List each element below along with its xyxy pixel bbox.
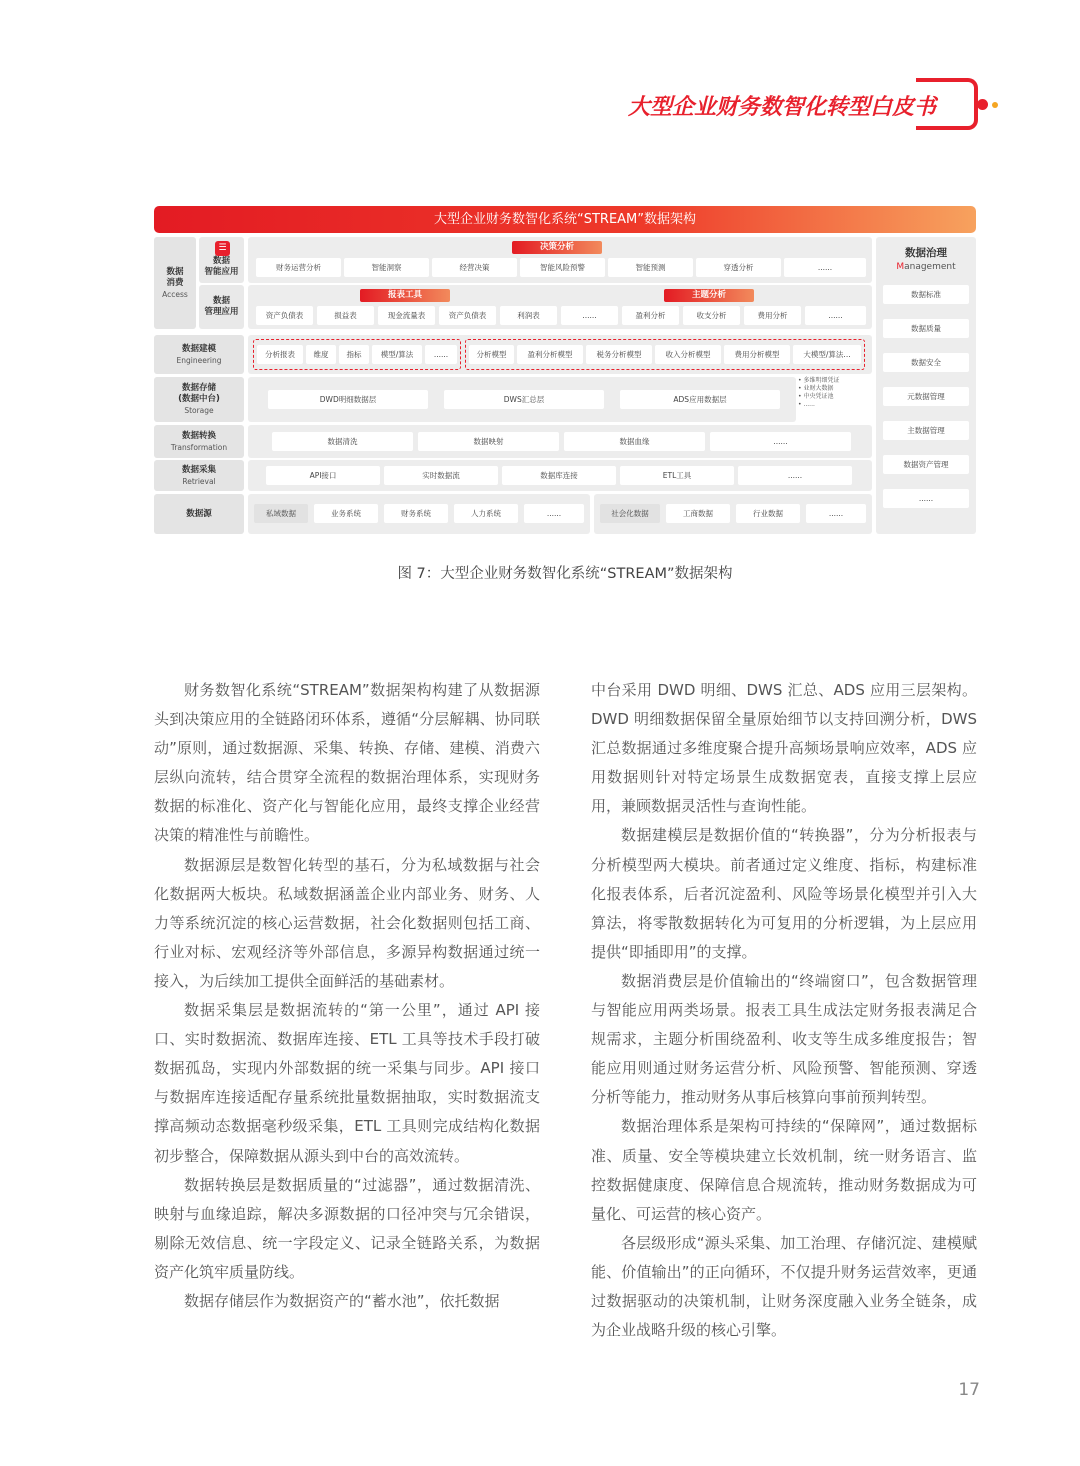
layer-storage-label xyxy=(154,377,244,422)
header-logo xyxy=(620,78,1000,138)
item-box: 损益表 xyxy=(317,306,374,325)
item-box: 财务系统 xyxy=(384,504,448,523)
item-box: ...... xyxy=(805,306,866,325)
item-box: 穿透分析 xyxy=(696,258,781,277)
paragraph: 数据源层是数智化转型的基石，分为私域数据与社会化数据两大板块。私域数据涵盖企业内部业务、财务、人力等系统沉淀的核心运营数据，社会化数据则包括工商、行业对标、宏观经济等外部信息，多源异构数据通过统一接入，为后续加工提供全面鲜活的基础素材。 xyxy=(154,855,540,990)
app-icon: ☰ xyxy=(215,241,230,256)
item-box: 利润表 xyxy=(500,306,557,325)
storage-notes xyxy=(798,377,878,409)
item-box: ...... xyxy=(883,489,969,508)
item-box: ...... xyxy=(784,258,866,277)
storage-en: Storage xyxy=(184,406,214,415)
item-box: ...... xyxy=(806,504,866,523)
source-social-row xyxy=(594,494,872,534)
governance-column xyxy=(876,237,976,534)
item-box: 数据清洗 xyxy=(272,432,413,451)
item-box: 盈利分析 xyxy=(622,306,679,325)
item-box: 数据质量 xyxy=(883,319,969,338)
item-box: 数据库连接 xyxy=(502,466,616,485)
engineering-row xyxy=(248,335,872,374)
item-box: 数据资产管理 xyxy=(883,455,969,474)
item-box: 智能风险预警 xyxy=(520,258,605,277)
tag-topic: 主题分析 xyxy=(664,289,754,302)
layer-source-label xyxy=(154,494,244,534)
smart-app-name: 数据 智能应用 xyxy=(204,256,239,277)
paragraph: 数据治理体系是架构可持续的“保障网”，通过数据标准、质量、安全等模块建立长效机制，统一财务语言、监控数据健康度、保障信息合规流转，推动财务数据成为可量化、可运营的核心资产。 xyxy=(591,1117,977,1223)
page-number: 17 xyxy=(958,1380,980,1400)
item-box: DWD明细数据层 xyxy=(268,390,428,409)
access-en: Access xyxy=(162,289,188,299)
item-box: ...... xyxy=(738,466,852,485)
engineering-en: Engineering xyxy=(176,355,222,365)
item-box: 盈利分析模型 xyxy=(517,345,583,364)
governance-en-first: M xyxy=(896,262,905,272)
figure-caption: 图 7：大型企业财务数智化系统“STREAM”数据架构 xyxy=(397,566,733,582)
paragraph: 数据存储层作为数据资产的“蓄水池”，依托数据 xyxy=(184,1291,500,1310)
item-box: 工商数据 xyxy=(666,504,730,523)
item-box: 资产负债表 xyxy=(256,306,313,325)
retrieval-row xyxy=(248,460,872,491)
transformation-cn: 数据转换 xyxy=(181,430,216,441)
item-box: 元数据管理 xyxy=(883,387,969,406)
item-box: 私域数据 xyxy=(254,504,308,523)
storage-cn: 数据存储 (数据中台) xyxy=(178,383,220,404)
paragraph: 财务数智化系统“STREAM”数据架构构建了从数据源头到决策应用的全链路闭环体系，遵循“分层解耦、协同联动”原则，通过数据源、采集、转换、存储、建模、消费六层纵向流转，结合贯穿全流程的数据治理体系，实现财务数据的标准化、资产化与智能化应用，最终支撑企业经营决策的精准性与前瞻性。 xyxy=(154,681,540,845)
paragraph: 数据消费层是价值输出的“终端窗口”，包含数据管理与智能应用两类场景。报表工具生成法定财务报表满足合规需求，主题分析围绕盈利、收支等生成多维度报告；智能应用则通过财务运营分析、风险预警、智能预测、穿透分析等能力，推动财务从事后核算向事前预判转型。 xyxy=(591,971,977,1107)
tag-report: 报表工具 xyxy=(360,289,450,302)
item-box: 现金流量表 xyxy=(378,306,435,325)
item-box: 维度 xyxy=(306,345,336,364)
item-box: 指标 xyxy=(339,345,369,364)
note-line: • 多维明细凭证 xyxy=(798,377,840,384)
text-column-left xyxy=(154,676,540,1316)
retrieval-en: Retrieval xyxy=(182,476,216,486)
layer-mgmt-app-label xyxy=(199,285,244,329)
layer-retrieval-label xyxy=(154,460,244,491)
item-box: 社会化数据 xyxy=(600,504,660,523)
item-box: 分析报表 xyxy=(257,345,303,364)
bracket-icon xyxy=(926,78,978,130)
item-box: 分析模型 xyxy=(469,345,514,364)
item-box: 费用分析 xyxy=(744,306,801,325)
storage-row xyxy=(248,377,796,422)
item-box: 行业数据 xyxy=(736,504,800,523)
paragraph: 数据转换层是数据质量的“过滤器”，通过数据清洗、映射与血缘追踪，解决多源数据的口径冲突与冗余错误，剔除无效信息、统一字段定义、记录全链路关系，为数据资产化筑牢质量防线。 xyxy=(154,1175,540,1281)
layer-transformation-label xyxy=(154,425,244,458)
note-line: • ...... xyxy=(798,401,815,408)
governance-header xyxy=(876,247,976,274)
item-box: 实时数据流 xyxy=(384,466,498,485)
mgmt-app-name: 数据 管理应用 xyxy=(204,296,239,317)
governance-en-rest: anagement xyxy=(904,262,956,272)
item-box: API接口 xyxy=(266,466,380,485)
paragraph: 数据建模层是数据价值的“转换器”，分为分析报表与分析模型两大模块。前者通过定义维度、指标，构建标准化报表体系，后者沉淀盈利、风险等场景化模型并引入大算法，将零散数据转化为可复用的分析逻辑，为上层应用提供“即插即用”的支撑。 xyxy=(591,826,977,961)
transformation-row xyxy=(248,425,872,458)
note-line: • 业财大数据 xyxy=(798,385,834,392)
item-box: ...... xyxy=(425,345,457,364)
item-box: DWS汇总层 xyxy=(444,390,604,409)
item-box: 费用分析模型 xyxy=(724,345,790,364)
dot-icon xyxy=(977,99,988,110)
layer-engineering-label xyxy=(154,335,244,374)
item-box: ...... xyxy=(524,504,584,523)
dot-icon-small xyxy=(992,102,998,108)
item-box: 数据映射 xyxy=(418,432,559,451)
source-private-row xyxy=(248,494,590,534)
item-box: 收支分析 xyxy=(683,306,740,325)
diagram-title: 大型企业财务数智化系统“STREAM”数据架构 xyxy=(154,206,976,233)
paragraph: 数据采集层是数据流转的“第一公里”，通过 API 接口、实时数据流、数据库连接、ETL 工具等技术手段打破数据孤岛，实现内外部数据的统一采集与同步。API 接口与数据库连接适配存量系统批量数据抽取，实时数据流支撑高频动态数据毫秒级采集，ETL 工具则完成结构化数据初步整合，保障数据从源头到中台的高效流转。 xyxy=(154,1001,540,1165)
item-box: 资产负债表 xyxy=(439,306,496,325)
paragraph: 中台采用 DWD 明细、DWS 汇总、ADS 应用三层架构。DWD 明细数据保留全量原始细节以支持回溯分析，DWS 汇总数据通过多维度聚合提升高频场景响应效率，ADS 应用数据则针对特定场景生成数据宽表，直接支撑上层应用，兼顾数据灵活性与查询性能。 xyxy=(591,681,977,816)
item-box: 业务系统 xyxy=(314,504,378,523)
item-box: 智能预测 xyxy=(608,258,693,277)
source-cn: 数据源 xyxy=(186,508,212,519)
layer-access-label xyxy=(154,237,196,329)
item-box: 数据血缘 xyxy=(564,432,705,451)
governance-cn: 数据治理 xyxy=(905,247,947,259)
governance-en xyxy=(896,262,955,272)
item-box: 主数据管理 xyxy=(883,421,969,440)
tag-decision: 决策分析 xyxy=(512,241,602,254)
architecture-diagram xyxy=(154,206,976,534)
note-line: • 中央凭证池 xyxy=(798,393,834,400)
item-box: 模型/算法 xyxy=(372,345,422,364)
transformation-en: Transformation xyxy=(170,442,228,452)
item-box: 收入分析模型 xyxy=(655,345,721,364)
mgmt-app-row xyxy=(248,285,872,329)
item-box: 财务运营分析 xyxy=(256,258,341,277)
item-box: 大模型/算法... xyxy=(793,345,861,364)
item-box: ADS应用数据层 xyxy=(620,390,780,409)
retrieval-cn: 数据采集 xyxy=(181,464,216,475)
item-box: ETL工具 xyxy=(620,466,734,485)
item-box: ...... xyxy=(561,306,618,325)
item-box: 人力系统 xyxy=(454,504,518,523)
smart-app-row xyxy=(248,237,872,283)
item-box: 数据标准 xyxy=(883,285,969,304)
item-box: 智能洞察 xyxy=(344,258,429,277)
header-title: 大型企业财务数智化转型白皮书 xyxy=(627,95,936,120)
text-column-right xyxy=(591,676,977,1345)
item-box: 税务分析模型 xyxy=(586,345,652,364)
item-box: 经营决策 xyxy=(432,258,517,277)
item-box: ...... xyxy=(710,432,851,451)
access-cn: 数据 消费 xyxy=(166,266,184,288)
engineering-cn: 数据建模 xyxy=(181,343,216,354)
paragraph: 各层级形成“源头采集、加工治理、存储沉淀、建模赋能、价值输出”的正向循环，不仅提升财务运营效率，更通过数据驱动的决策机制，让财务深度融入业务全链条，成为企业战略升级的核心引擎。 xyxy=(591,1233,977,1340)
item-box: 数据安全 xyxy=(883,353,969,372)
